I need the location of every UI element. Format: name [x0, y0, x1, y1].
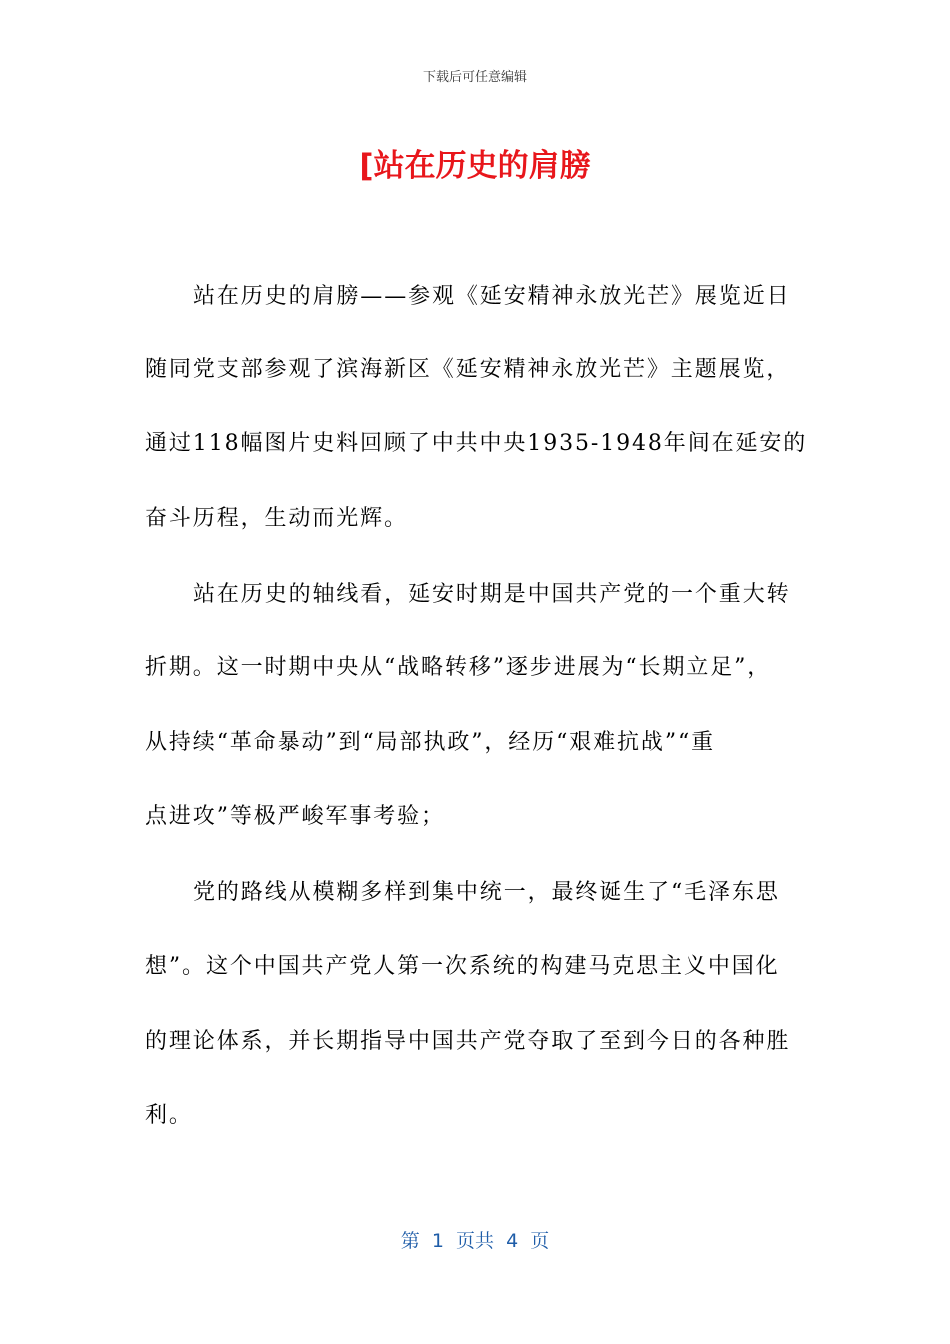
body-line-7: 从持续“革命暴动”到“局部执政”，经历“艰难抗战”“重 — [145, 730, 716, 755]
body-line-9: 党的路线从模糊多样到集中统一，最终诞生了“毛泽东思 — [193, 880, 780, 905]
body-line-1: 站在历史的肩膀——参观《延安精神永放光芒》展览近日 — [193, 284, 791, 309]
page-number-footer: 第 1 页共 4 页 — [400, 1230, 550, 1252]
body-line-11: 的理论体系，并长期指导中国共产党夺取了至到今日的各种胜 — [145, 1029, 791, 1054]
header-note: 下载后可任意编辑 — [422, 70, 527, 85]
document-title: [站在历史的肩膀 — [359, 148, 591, 184]
body-line-12: 利。 — [145, 1103, 193, 1128]
body-line-5: 站在历史的轴线看，延安时期是中国共产党的一个重大转 — [193, 582, 791, 607]
body-line-2: 随同党支部参观了滨海新区《延安精神永放光芒》主题展览， — [145, 357, 791, 382]
body-line-3: 通过118幅图片史料回顾了中共中央1935-1948年间在延安的 — [145, 431, 808, 456]
body-line-6: 折期。这一时期中央从“战略转移”逐步进展为“长期立足”， — [145, 655, 772, 680]
body-line-4: 奋斗历程，生动而光辉。 — [145, 506, 408, 531]
body-line-10: 想”。这个中国共产党人第一次系统的构建马克思主义中国化 — [145, 954, 780, 979]
body-line-8: 点进攻”等极严峻军事考验； — [145, 804, 445, 829]
